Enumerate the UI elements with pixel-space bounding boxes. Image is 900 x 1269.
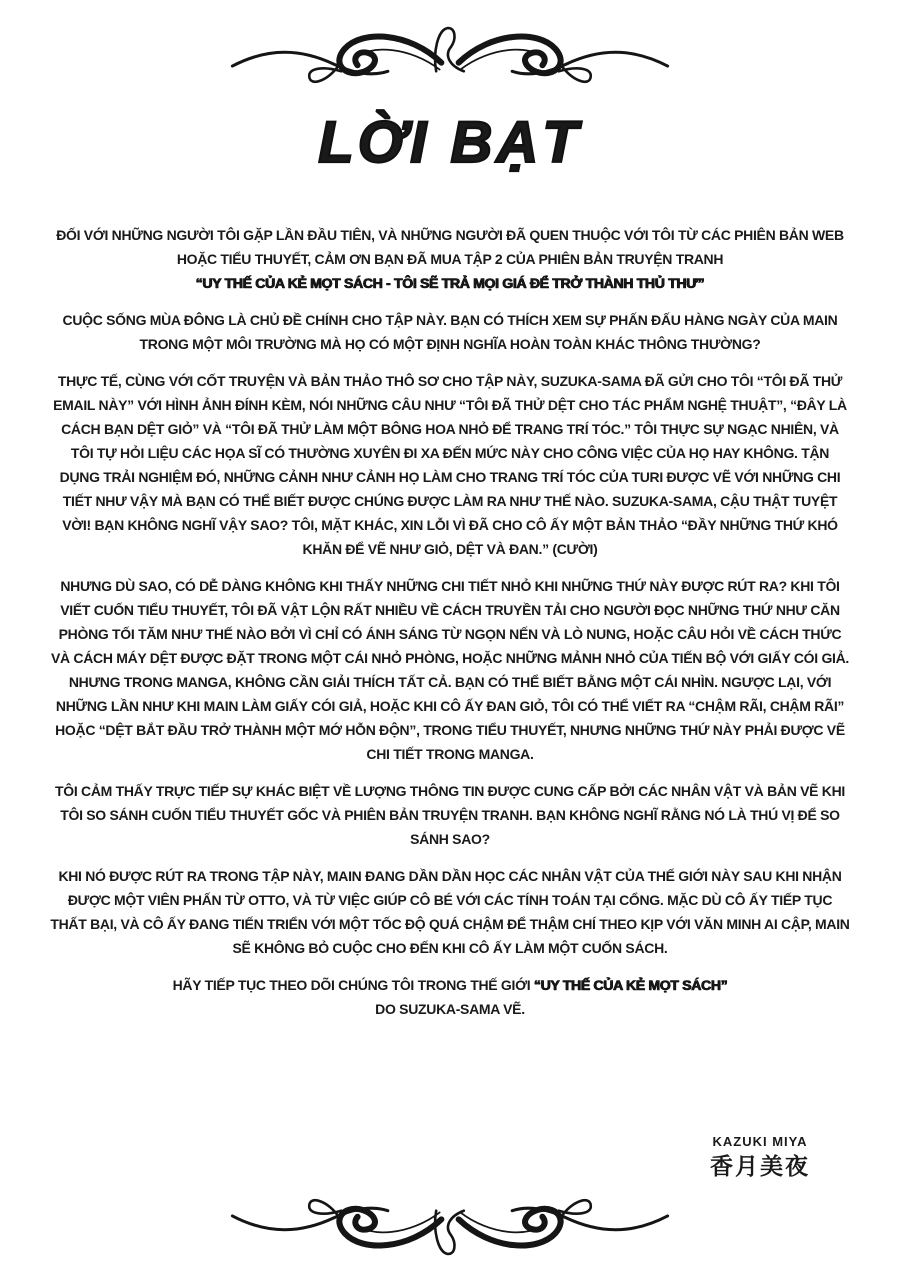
- author-name-cjk: 香月美夜: [710, 1153, 810, 1179]
- series-title-quote: “UY THẾ CỦA KẺ MỌT SÁCH - TÔI SẼ TRẢ MỌI GIÁ ĐỂ TRỞ THÀNH THỦ THƯ”: [195, 275, 705, 291]
- paragraph-information-comparison: TÔI CẢM THẤY TRỰC TIẾP SỰ KHÁC BIỆT VỀ LƯỢNG THÔNG TIN ĐƯỢC CUNG CẤP BỞI CÁC NHÂN VẬT VÀ BẢN VẼ KHI TÔI SO SÁNH CUỐN TIỂU THUYẾT GỐC VÀ PHIÊN BẢN TRUYỆN TRANH. BẠN KHÔNG NGHĨ RẰNG NÓ LÀ THÚ VỊ ĐỂ SO SÁNH SAO?: [55, 783, 845, 847]
- series-title-quote-short: “UY THẾ CỦA KẺ MỌT SÁCH”: [533, 977, 728, 993]
- flourish-bottom-ornament: [192, 1190, 708, 1266]
- afterword-body: [50, 223, 850, 1034]
- paragraph-main-progress: KHI NÓ ĐƯỢC RÚT RA TRONG TẬP NÀY, MAIN ĐANG DẦN DẦN HỌC CÁC NHÂN VẬT CỦA THẾ GIỚI NÀY SAU KHI NHẬN ĐƯỢC MỘT VIÊN PHẤN TỪ OTTO, VÀ TỪ VIỆC GIÚP CÔ BÉ VỚI CÁC TÍNH TOÁN TẠI CỔNG. MẶC DÙ CÔ ẤY TIẾP TỤC THẤT BẠI, VÀ CÔ ẤY ĐANG TIẾN TRIỂN VỚI MỘT TỐC ĐỘ QUÁ CHẬM ĐỂ THẬM CHÍ THEO KỊP VỚI VĂN MINH AI CẬP, MAIN SẼ KHÔNG BỎ CUỘC CHO ĐẾN KHI CÔ ẤY LÀM MỘT CUỐN SÁCH.: [50, 868, 850, 956]
- paragraph-novel-vs-manga-detail: NHƯNG DÙ SAO, CÓ DỄ DÀNG KHÔNG KHI THẤY NHỮNG CHI TIẾT NHỎ KHI NHỮNG THỨ NÀY ĐƯỢC RÚT RA? KHI TÔI VIẾT CUỐN TIỂU THUYẾT, TÔI ĐÃ VẬT LỘN RẤT NHIỀU VỀ CÁCH TRUYỀN TẢI CHO NGƯỜI ĐỌC NHỮNG THỨ NHƯ CĂN PHÒNG TỐI TĂM NHƯ THẾ NÀO BỞI VÌ CHỈ CÓ ÁNH SÁNG TỪ NGỌN NẾN VÀ LÒ NUNG, HOẶC CÂU HỎI VỀ CÁCH THỨC VÀ CÁCH MÁY DỆT ĐƯỢC ĐẶT TRONG MỘT CÁI NHỎ PHÒNG, HOẶC NHỮNG MẢNH NHỎ CỦA TIẾN BỘ VỚI GIẤY CÓI GIẢ. NHƯNG TRONG MANGA, KHÔNG CẦN GIẢI THÍCH TẤT CẢ. BẠN CÓ THỂ BIẾT BẰNG MỘT CÁI NHÌN. NGƯỢC LẠI, VỚI NHỮNG LẦN NHƯ KHI MAIN LÀM GIẤY CÓI GIẢ, HOẶC KHI CÔ ẤY ĐAN GIỎ, TÔI CÓ THỂ VIẾT RA “CHẬM RÃI, CHẬM RÃI” HOẶC “DỆT BẮT ĐẦU TRỞ THÀNH MỘT MỚ HỖN ĐỘN”, TRONG TIỂU THUYẾT, NHƯNG NHỮNG THỨ NÀY PHẢI ĐƯỢC VẼ CHI TIẾT TRONG MANGA.: [50, 578, 850, 762]
- author-signature: [645, 1133, 875, 1181]
- author-name-latin: KAZUKI MIYA: [712, 1134, 808, 1149]
- flourish-top-ornament: [192, 16, 708, 92]
- paragraph-suzuka-experiments: THỰC TẾ, CÙNG VỚI CỐT TRUYỆN VÀ BẢN THẢO THÔ SƠ CHO TẬP NÀY, SUZUKA-SAMA ĐÃ GỬI CHO TÔI “TÔI ĐÃ THỬ EMAIL NÀY” VỚI HÌNH ẢNH ĐÍNH KÈM, NÓI NHỮNG CÂU NHƯ “TÔI ĐÃ THỬ DỆT CHO TÁC PHẨM NGHỆ THUẬT”, “ĐÂY LÀ CÁCH BẠN DỆT GIỎ” VÀ “TÔI ĐÃ THỬ LÀM MỘT BÔNG HOA NHỎ ĐỂ TRANG TRÍ TÓC.” TÔI THỰC SỰ NGẠC NHIÊN, VÀ TÔI TỰ HỎI LIỆU CÁC HỌA SĨ CÓ THƯỜNG XUYÊN ĐI XA ĐẾN MỨC NÀY CHO CÔNG VIỆC CỦA HỌ HAY KHÔNG. TẬN DỤNG TRẢI NGHIỆM ĐÓ, NHỮNG CẢNH NHƯ CẢNH HỌ LÀM CHO TRANG TRÍ TÓC CỦA TURI ĐƯỢC VẼ VỚI NHỮNG CHI TIẾT NHƯ VẬY MÀ BẠN CÓ THỂ BIẾT ĐƯỢC CHÚNG ĐƯỢC LÀM RA NHƯ THẾ NÀO. SUZUKA-SAMA, CẬU THẬT TUYỆT VỜI! BẠN KHÔNG NGHĨ VẬY SAO? TÔI, MẶT KHÁC, XIN LỖI VÌ ĐÃ CHO CÔ ẤY MỘT BẢN THẢO “ĐẦY NHỮNG THỨ KHÓ KHĂN ĐỂ VẼ NHƯ GIỎ, DỆT VÀ ĐAN.” (CƯỜI): [53, 373, 847, 557]
- page-title: LỜI BẠT: [318, 110, 582, 175]
- paragraph-closing: HÃY TIẾP TỤC THEO DÕI CHÚNG TÔI TRONG THẾ GIỚI “UY THẾ CỦA KẺ MỌT SÁCH” DO SUZUKA-SAMA VẼ.: [172, 977, 728, 1017]
- paragraph-winter-theme: CUỘC SỐNG MÙA ĐÔNG LÀ CHỦ ĐỀ CHÍNH CHO TẬP NÀY. BẠN CÓ THÍCH XEM SỰ PHẤN ĐẤU HÀNG NGÀY CỦA MAIN TRONG MỘT MÔI TRƯỜNG MÀ HỌ CÓ MỘT ĐỊNH NGHĨA HOÀN TOÀN KHÁC THÔNG THƯỜNG?: [62, 312, 838, 352]
- paragraph-greeting: ĐỐI VỚI NHỮNG NGƯỜI TÔI GẶP LẦN ĐẦU TIÊN, VÀ NHỮNG NGƯỜI ĐÃ QUEN THUỘC VỚI TÔI TỪ CÁC PHIÊN BẢN WEB HOẶC TIỂU THUYẾT, CẢM ƠN BẠN ĐÃ MUA TẬP 2 CỦA PHIÊN BẢN TRUYỆN TRANH “UY THẾ CỦA KẺ MỌT SÁCH - TÔI SẼ TRẢ MỌI GIÁ ĐỂ TRỞ THÀNH THỦ THƯ”: [50, 223, 850, 295]
